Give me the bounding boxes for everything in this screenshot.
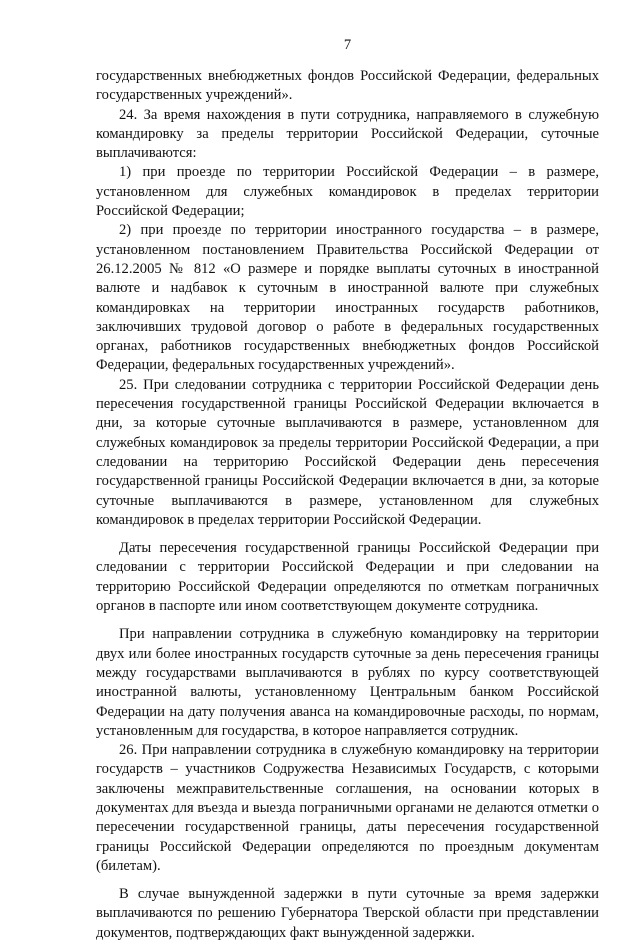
paragraph-item-2: 2) при проезде по территории иностранного государства – в размере, установленном постановлением Правительства Российской Федерации от 26.12.2005 № 812 «О размере и порядке выплаты суточных в иностранной валюте и надбавок к суточным в иностранной валюте при служебных командировках на территории иностранных государств работников, заключивших трудовой договор о работе в федеральных государственных органах, работников государственных внебюджетных фондов Российской Федерации, федеральных государственных учреждений». <box>96 222 599 374</box>
paragraph-border-dates: Даты пересечения государственной границы Российской Федерации при следовании с территории Российской Федерации и при следовании на территорию Российской Федерации определяются по отметкам пограничных органов в паспорте или ином соответствующем документе сотрудника. <box>96 540 599 615</box>
paragraph-forced-delay: В случае вынужденной задержки в пути суточные за время задержки выплачиваются по решению Губернатора Тверской области при представлении документов, подтверждающих факт вынужденной задержки. <box>96 886 599 941</box>
paragraph-multiple-states: При направлении сотрудника в служебную командировку на территории двух или более иностранных государств суточные за день пересечения границы между государствами выплачиваются в рублях по курсу соответствующей иностранной валюты, установленному Центральным банком Российской Федерации на дату получения аванса на командировочные расходы, по нормам, установленным для государства, в которое направляется сотрудник. <box>96 626 599 739</box>
paragraph-continuation: государственных внебюджетных фондов Российской Федерации, федеральных государственных учреждений». <box>96 68 599 104</box>
page-number: 7 <box>343 37 352 53</box>
paragraph-clause-25: 25. При следовании сотрудника с территории Российской Федерации день пересечения государственной границы Российской Федерации включается в дни, за которые суточные выплачиваются в размере, установленном для служебных командировок за пределы территории Российской Федерации, а при следовании на территорию Российской Федерации день пересечения государственной границы Российской Федерации включается в дни, за которые суточные выплачиваются в размере, установленном для служебных командировок в пределах территории Российской Федерации. <box>96 376 599 528</box>
paragraph-clause-24: 24. За время нахождения в пути сотрудника, направляемого в служебную командировку за пределы территории Российской Федерации, суточные выплачиваются: <box>96 106 599 162</box>
document-page <box>96 36 599 943</box>
paragraph-clause-26: 26. При направлении сотрудника в служебную командировку на территории государств – участников Содружества Независимых Государств, с которыми заключены межправительственные соглашения, на основании которых в документах для въезда и выезда пограничными органами не делаются отметки о пересечении государственной границы, даты пересечения государственной границы Российской Федерации определяются по проездным документам (билетам). <box>96 742 599 874</box>
paragraph-item-1: 1) при проезде по территории Российской Федерации – в размере, установленном для служебных командировок в пределах территории Российской Федерации; <box>96 164 599 220</box>
